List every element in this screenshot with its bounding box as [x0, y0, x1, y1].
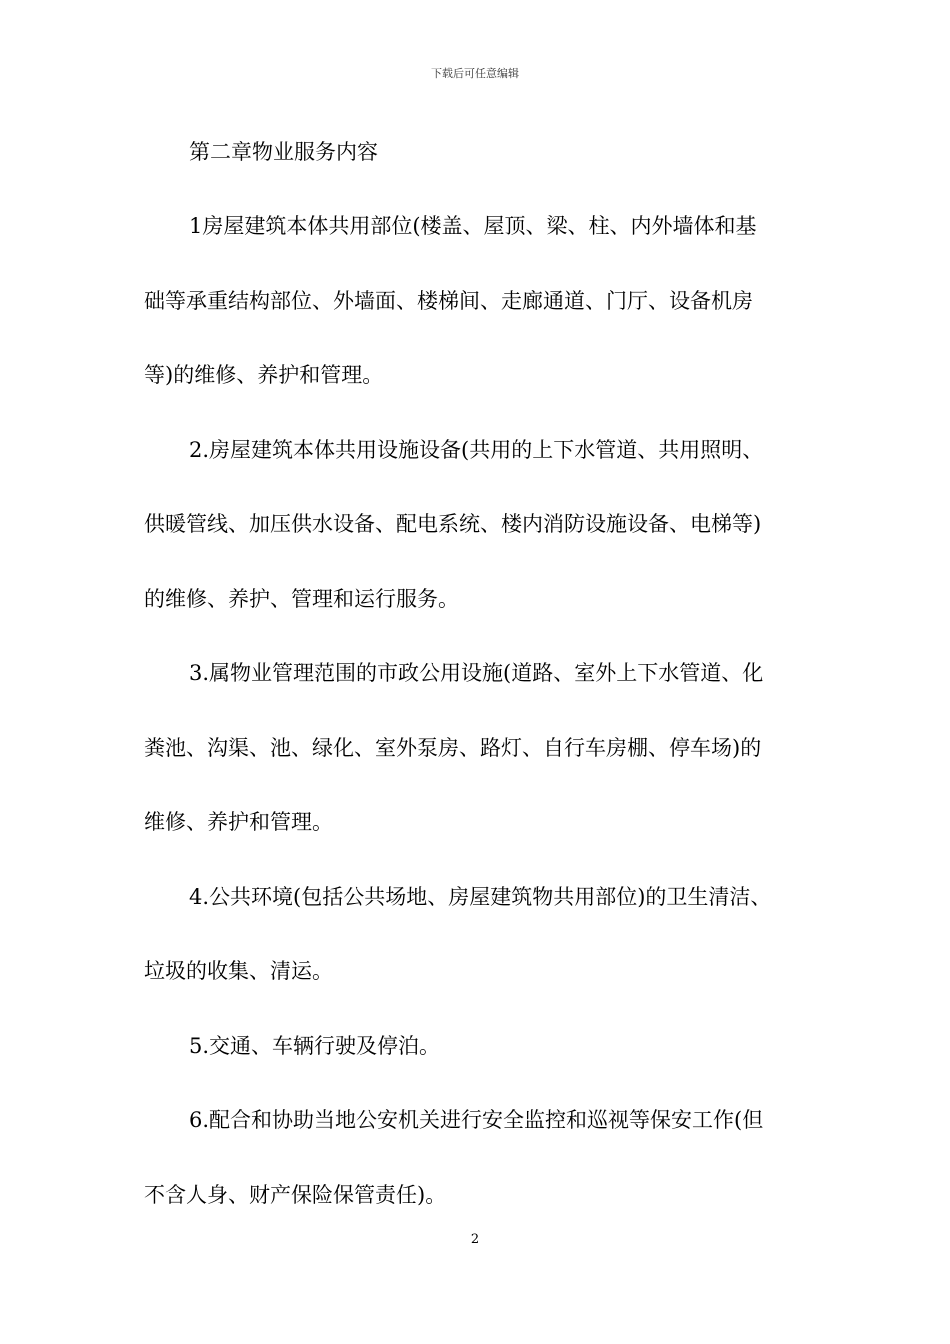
paragraph-1-line-3: 等)的维修、养护和管理。: [144, 363, 384, 387]
page-number: 2: [470, 1232, 480, 1247]
paragraph-6-line-1: 6.配合和协助当地公安机关进行安全监控和巡视等保安工作(但: [189, 1108, 764, 1132]
paragraph-3-line-1: 3.属物业管理范围的市政公用设施(道路、室外上下水管道、化: [189, 661, 764, 685]
paragraph-2-line-3: 的维修、养护、管理和运行服务。: [144, 587, 459, 611]
paragraph-2-line-2: 供暖管线、加压供水设备、配电系统、楼内消防设施设备、电梯等): [144, 512, 762, 536]
paragraph-3-line-3: 维修、养护和管理。: [144, 810, 333, 834]
paragraph-4-line-1: 4.公共环境(包括公共场地、房屋建筑物共用部位)的卫生清洁、: [189, 885, 772, 909]
paragraph-3-line-2: 粪池、沟渠、池、绿化、室外泵房、路灯、自行车房棚、停车场)的: [144, 736, 762, 760]
page-header-note: 下载后可任意编辑: [431, 67, 519, 80]
paragraph-5-line-1: 5.交通、车辆行驶及停泊。: [189, 1034, 441, 1058]
paragraph-2-line-1: 2.房屋建筑本体共用设施设备(共用的上下水管道、共用照明、: [189, 438, 764, 462]
chapter-heading: 第二章物业服务内容: [189, 140, 378, 164]
paragraph-4-line-2: 垃圾的收集、清运。: [144, 959, 333, 983]
paragraph-1-line-1: 1房屋建筑本体共用部位(楼盖、屋顶、梁、柱、内外墙体和基: [189, 214, 757, 238]
paragraph-6-line-2: 不含人身、财产保险保管责任)。: [144, 1183, 447, 1207]
paragraph-1-line-2: 础等承重结构部位、外墙面、楼梯间、走廊通道、门厅、设备机房: [144, 289, 753, 313]
